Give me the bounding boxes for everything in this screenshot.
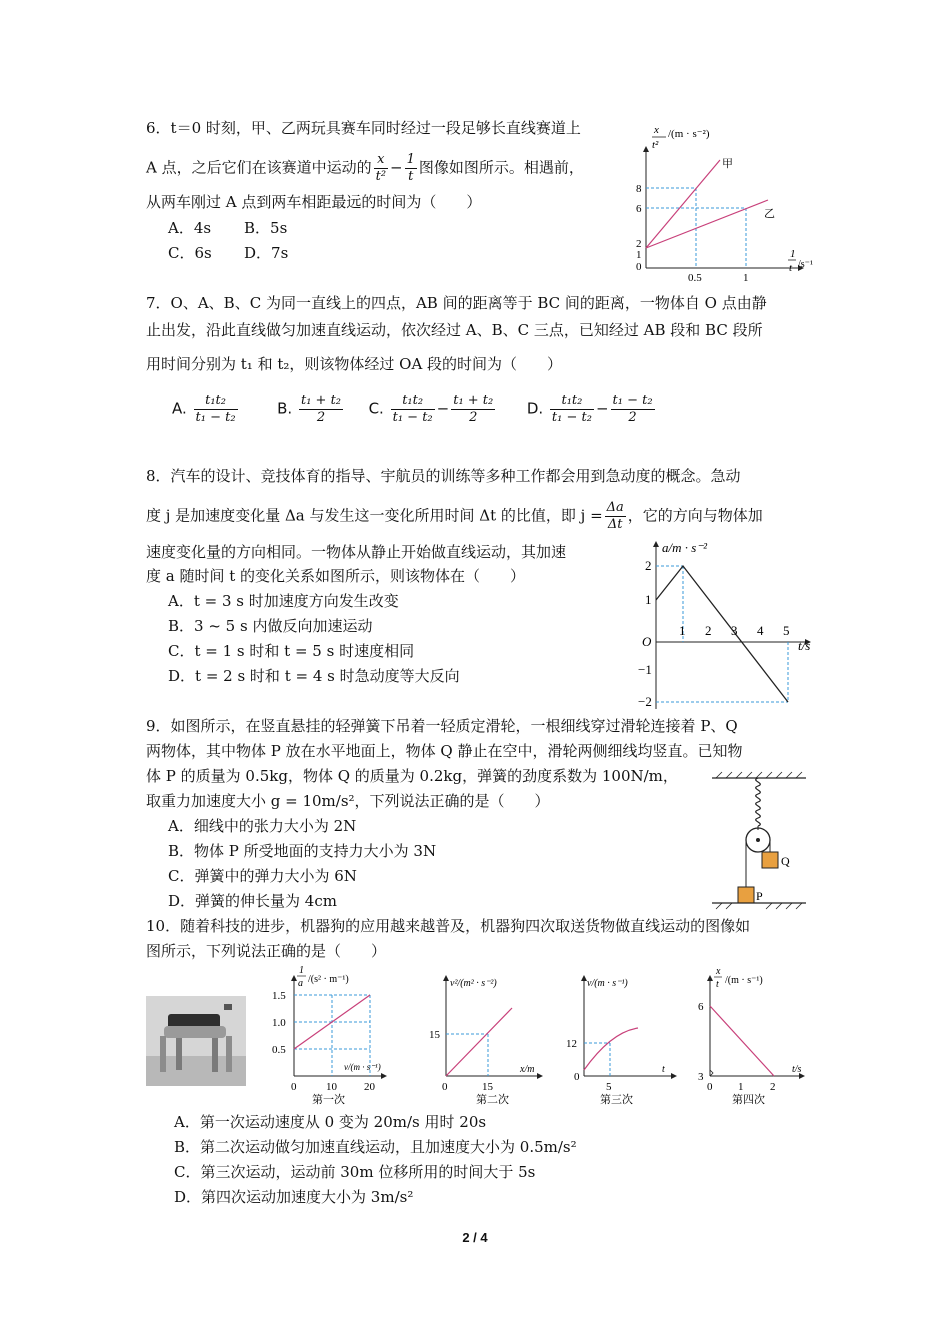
- q6-line2-b: 图像如图所示。相遇前，: [418, 158, 584, 177]
- q6-option-c: C．6s: [168, 244, 212, 262]
- q9-label-q: Q: [781, 854, 790, 868]
- q6-ytick-6: 6: [636, 203, 642, 215]
- q10g4-xtick-0: 0: [707, 1081, 713, 1093]
- q9-option-b: B．物体 P 所受地面的支持力大小为 3N: [168, 842, 437, 860]
- q10g1-ytick-05: 0.5: [272, 1044, 286, 1056]
- q10g1-ytick-15: 1.5: [272, 990, 286, 1002]
- q7-opt-a-frac: $\frac{\text{t₁t₂}}{\text{t₁ − t₂}}$: [195, 393, 236, 425]
- q9-line4: 取重力加速度大小 g = 10m/s²，下列说法正确的是（ ）: [146, 792, 550, 810]
- q10g2-y-label: v²/(m² · s⁻²): [450, 978, 497, 989]
- q8-line2: [146, 500, 763, 533]
- page-number: 2 / 4: [462, 1230, 488, 1245]
- q8-xtick-3: 3: [731, 623, 738, 638]
- q10g2-line: [446, 1008, 512, 1076]
- q10-option-b: B．第二次运动做匀加速直线运动，且加速度大小为 0.5m/s²: [174, 1138, 577, 1156]
- q10g4-line: [710, 1006, 774, 1076]
- q6-xtick-1: 1: [743, 272, 749, 284]
- q10g1-y-label-den: a: [298, 978, 303, 989]
- q7-opt-c-minus: −: [436, 399, 450, 418]
- q10g3-x-label: t: [662, 1064, 665, 1075]
- q9-ceiling-hatch: [716, 772, 802, 778]
- q8-line3: 速度变化量的方向相同。一物体从静止开始做直线运动，其加速: [146, 543, 567, 561]
- q10g1-xtick-0: 0: [291, 1081, 297, 1093]
- q9-block-q: [762, 852, 778, 868]
- q6-line1: 6．t＝0 时刻，甲、乙两玩具赛车同时经过一段足够长直线赛道上: [146, 119, 581, 137]
- robot-dog-photo: [146, 996, 246, 1086]
- q6-label-yi: 乙: [764, 208, 775, 220]
- q10g4-y-label-den: t: [716, 979, 719, 990]
- q7-opt-b-frac: $\frac{\text{t₁ + t₂}}{2}$: [300, 393, 342, 425]
- q8-line2-a: 度 j 是加速度变化量 Δa 与发生这一变化所用时间 Δt 的比值，即 j =: [146, 506, 603, 525]
- q10g4-xtick-1: 1: [738, 1081, 744, 1093]
- q8-option-b: B．3 ~ 5 s 内做反向加速运动: [168, 617, 373, 635]
- q7-opt-d-minus: −: [595, 399, 609, 418]
- q7-opt-d-frac1: $\frac{\text{t₁t₂}}{\text{t₁ − t₂}}$: [551, 393, 592, 425]
- q9-option-d: D．弹簧的伸长量为 4cm: [168, 892, 337, 910]
- q10g3-caption: 第三次: [600, 1094, 633, 1106]
- q10g2-caption: 第二次: [476, 1094, 509, 1106]
- q6-minus: −: [390, 158, 403, 177]
- q8-line2-b: ，它的方向与物体加: [627, 506, 763, 525]
- q7-opt-c-label: C.: [368, 399, 384, 418]
- q8-graph: [638, 534, 823, 714]
- q10g4-ytick-6: 6: [698, 1001, 704, 1013]
- q10g3-y-label: v/(m · s⁻¹): [587, 978, 628, 989]
- q10-line1: 10．随着科技的进步，机器狗的应用越来越普及，机器狗四次取送货物做直线运动的图像如: [146, 917, 751, 935]
- q9-option-a: A．细线中的张力大小为 2N: [168, 817, 357, 835]
- q9-line3: 体 P 的质量为 0.5kg，物体 Q 的质量为 0.2kg，弹簧的劲度系数为 100N/m，: [146, 767, 678, 785]
- q10g4-xtick-2: 2: [770, 1081, 776, 1093]
- q10g2-xtick-15: 15: [482, 1081, 493, 1093]
- q10g1-x-label: v/(m · s⁻¹): [344, 1062, 381, 1072]
- q6-x-unit: /s⁻¹: [798, 259, 813, 270]
- q8-xtick-5: 5: [783, 623, 790, 638]
- q6-line-jia: [646, 160, 720, 248]
- q10g4-caption: 第四次: [732, 1094, 765, 1106]
- q9-option-c: C．弹簧中的弹力大小为 6N: [168, 867, 357, 885]
- q6-label-jia: 甲: [722, 158, 733, 170]
- q8-y-label: a/m · s⁻²: [662, 540, 708, 555]
- q6-x-label-num: 1: [790, 248, 796, 260]
- q8-option-a: A．t = 3 s 时加速度方向发生改变: [168, 592, 399, 610]
- q10-option-d: D．第四次运动加速度大小为 3m/s²: [174, 1188, 414, 1206]
- q6-frac-1-t: $\frac{1}{t}$: [406, 152, 415, 184]
- q6-xtick-05: 0.5: [688, 272, 702, 284]
- q10-option-c: C．第三次运动，运动前 30m 位移所用的时间大于 5s: [174, 1163, 536, 1181]
- q8-option-c: C．t = 1 s 时和 t = 5 s 时速度相同: [168, 642, 415, 660]
- q7-options: [172, 393, 657, 426]
- q10g1-y-label-num: 1: [299, 965, 304, 976]
- q6-y-unit: /(m · s⁻²): [668, 128, 710, 140]
- q6-line3: 从两车刚过 A 点到两车相距最远的时间为（ ）: [146, 193, 482, 211]
- q8-option-d: D．t = 2 s 时和 t = 4 s 时急动度等大反向: [168, 667, 460, 685]
- q8-xtick-1: 1: [679, 623, 686, 638]
- q7-line1: 7．O、A、B、C 为同一直线上的四点，AB 间的距离等于 BC 间的距离，一物体自 O 点由静: [146, 294, 767, 312]
- q9-label-p: P: [756, 889, 763, 903]
- q6-ytick-2: 2: [636, 238, 642, 250]
- q6-option-d: D．7s: [244, 244, 289, 262]
- q6-y-label-den: t²: [652, 139, 659, 151]
- q10g4-y-unit: /(m · s⁻¹): [725, 975, 763, 986]
- q9-line1: 9．如图所示，在竖直悬挂的轻弹簧下吊着一轻质定滑轮，一根细线穿过滑轮连接着 P、Q: [146, 717, 738, 735]
- q8-xtick-2: 2: [705, 623, 712, 638]
- q8-ytick-1: 1: [645, 592, 652, 607]
- q8-ytick-2: 2: [645, 558, 652, 573]
- q9-spring: [756, 778, 761, 826]
- q7-opt-d-label: D.: [526, 399, 544, 418]
- q10g3-curve: [584, 1028, 638, 1070]
- q7-line2: 止出发，沿此直线做匀加速直线运动，依次经过 A、B、C 三点，已知经过 AB 段和 BC 段所: [146, 321, 763, 339]
- q10-option-a: A．第一次运动速度从 0 变为 20m/s 用时 20s: [174, 1113, 487, 1131]
- q8-line1: 8．汽车的设计、竞技体育的指导、宇航员的训练等多种工作都会用到急动度的概念。急动: [146, 467, 741, 485]
- q7-opt-c-frac1: $\frac{\text{t₁t₂}}{\text{t₁ − t₂}}$: [392, 393, 433, 425]
- q10g2-ytick-15: 15: [429, 1029, 440, 1041]
- q6-option-b: B．5s: [244, 219, 288, 237]
- q10g4-y-label-num: x: [716, 966, 721, 977]
- q10g1-caption: 第一次: [312, 1094, 345, 1106]
- q7-opt-c-frac2: $\frac{\text{t₁ + t₂}}{2}$: [453, 393, 494, 425]
- q8-frac-jerk: $\frac{\Delta a}{\Delta t}$: [606, 500, 624, 532]
- q10g3-xtick-5: 5: [606, 1081, 612, 1093]
- q10g3-ytick-12: 12: [566, 1038, 577, 1050]
- q8-ytick-neg2: −2: [638, 694, 652, 709]
- q10g3-xtick-0: 0: [574, 1071, 580, 1083]
- q8-ytick-neg1: −1: [638, 662, 652, 677]
- q8-xtick-4: 4: [757, 623, 764, 638]
- q6-line2-a: A 点，之后它们在该赛道中运动的: [146, 158, 372, 177]
- q7-opt-b-label: B.: [277, 399, 293, 418]
- q6-ytick-0: 0: [636, 261, 642, 273]
- q8-a-t-line: [656, 566, 788, 702]
- q9-pulley-axle: [756, 838, 760, 842]
- q9-ground-hatch: [716, 903, 802, 909]
- robot-dog-icon: [146, 996, 246, 1086]
- q10g1-xtick-20: 20: [364, 1081, 375, 1093]
- q7-line3: 用时间分别为 t₁ 和 t₂，则该物体经过 OA 段的时间为（ ）: [146, 355, 563, 373]
- q10g2-xtick-0: 0: [442, 1081, 448, 1093]
- q6-frac-x-t2: $\frac{x}{\text{t²}}$: [375, 152, 387, 184]
- q7-opt-d-frac2: $\frac{\text{t₁ − t₂}}{2}$: [612, 393, 653, 425]
- q6-x-label-den: t: [789, 262, 793, 274]
- q8-origin: O: [642, 634, 652, 649]
- q7-opt-a-label: A.: [172, 399, 187, 418]
- q10-graph3: [566, 962, 686, 1107]
- q10g1-xtick-10: 10: [326, 1081, 337, 1093]
- q6-ytick-8: 8: [636, 183, 642, 195]
- q10g1-y-unit: /(s² · m⁻¹): [308, 974, 349, 985]
- q6-y-label-num: x: [654, 124, 659, 136]
- q8-line4: 度 a 随时间 t 的变化关系如图所示，则该物体在（ ）: [146, 567, 526, 585]
- q9-figure: [706, 770, 816, 910]
- q6-line2: [146, 152, 584, 185]
- q6-option-a: A．4s: [168, 219, 212, 237]
- q10-line2: 图所示，下列说法正确的是（ ）: [146, 942, 387, 960]
- q6-graph: [628, 115, 828, 285]
- q6-ytick-1: 1: [636, 249, 642, 261]
- q9-block-p: [738, 887, 754, 903]
- q10-graph2: [426, 962, 556, 1107]
- q6-line-yi: [646, 200, 768, 248]
- q10g4-ytick-3: 3: [698, 1071, 704, 1083]
- q10g4-x-label: t/s: [792, 1064, 802, 1075]
- q8-x-label: t/s: [798, 638, 811, 653]
- q10g2-x-label: x/m: [520, 1064, 535, 1075]
- q10g1-ytick-10: 1.0: [272, 1017, 286, 1029]
- q10-graph1: [262, 962, 392, 1107]
- q10-graph4: [692, 962, 817, 1107]
- q9-line2: 两物体，其中物体 P 放在水平地面上，物体 Q 静止在空中，滑轮两侧细线均竖直。已知物: [146, 742, 743, 760]
